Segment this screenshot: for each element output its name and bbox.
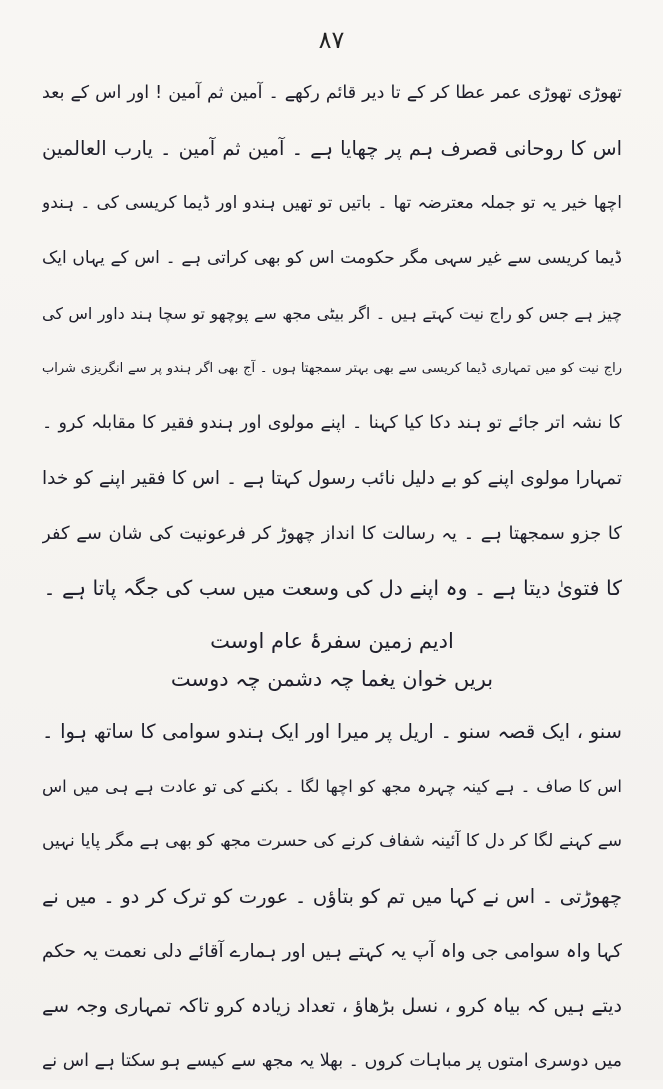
text-line: تھوڑی تھوڑی عمر عطا کر کے تا دیر قائم رکھے ۔ آمین ثم آمین ! اور اس کے بعد (42, 83, 622, 103)
text-line: سے کہنے لگا کر دل کا آئینہ شفاف کرنے کی حسرت مجھ کو بھی ہے مگر پایا نہیں (42, 831, 622, 851)
text-line: ڈیما کریسی سے غیر سہی مگر حکومت اس کو بھی کراتی ہے ۔ اس کے یہاں ایک (42, 248, 622, 268)
text-line: کا جزو سمجھتا ہے ۔ یہ رسالت کا انداز چھوڑ کر فرعونیت کی شان سے کفر (42, 523, 622, 544)
text-line: کا نشہ اتر جائے تو ہند دکا کیا کہنا ۔ اپنے مولوی اور ہندو فقیر کا مقابلہ کرو ۔ (42, 413, 622, 433)
text-line: تمہارا مولوی اپنے کو بے دلیل نائب رسول کہتا ہے ۔ اس کا فقیر اپنے کو خدا (42, 468, 622, 489)
text-line: راج نیت کو میں تمہاری ڈیما کریسی سے بھی بہتر سمجھتا ہوں ۔ آج بھی اگر ہندو پر سے انگریزی شراب (42, 361, 622, 376)
text-line: اس کا روحانی قصرف ہم پر چھایا ہے ۔ آمین ثم آمین ۔ یارب العالمین (42, 137, 622, 160)
text-line: اس کا صاف ۔ ہے کینہ چہرہ مجھ کو اچھا لگا ۔ بکنے کی تو عادت ہے ہی میں اس (42, 777, 622, 796)
text-line: چیز ہے جس کو راج نیت کہتے ہیں ۔ اگر بیٹی مجھ سے پوچھو تو سچا ہند داور اس کی (42, 304, 622, 323)
text-line: چھوڑتی ۔ اس نے کہا میں تم کو بتاؤں ۔ عورت کو ترک کر دو ۔ میں نے (42, 885, 622, 908)
text-line: کہا واہ سوامی جی واہ آپ یہ کہتے ہیں اور ہمارے آقائے دلی نعمت یہ حکم (42, 941, 622, 962)
text-line: اچھا خیر یہ تو جملہ معترضہ تھا ۔ باتیں تو تھیں ہندو اور ڈیما کریسی کی ۔ ہندو (42, 193, 622, 213)
paragraph-2 (42, 698, 622, 1089)
text-line: دیتے ہیں کہ بیاہ کرو ، نسل بڑھاؤ ، تعداد زیادہ کرو تاکہ تمہاری وجہ سے (42, 995, 622, 1017)
paragraph-1 (42, 66, 622, 616)
couplet-line: ادیم زمین سفرۂ عام اوست (210, 629, 454, 653)
persian-couplet (42, 616, 622, 698)
page-body (42, 66, 622, 1089)
couplet-line: بریں خوان یغما چہ دشمن چہ دوست (170, 667, 494, 691)
text-line: کا فتویٰ دیتا ہے ۔ وہ اپنے دل کی وسعت میں سب کی جگہ پاتا ہے ۔ (43, 576, 622, 600)
text-line: سنو ، ایک قصہ سنو ۔ اریل پر میرا اور ایک ہندو سوامی کا ساتھ ہوا ۔ (42, 720, 622, 743)
page-number: ۸۷ (318, 26, 345, 54)
text-line: میں دوسری امتوں پر مباہات کروں ۔ بھلا یہ مجھ سے کیسے ہو سکتا ہے اس نے (42, 1051, 622, 1071)
